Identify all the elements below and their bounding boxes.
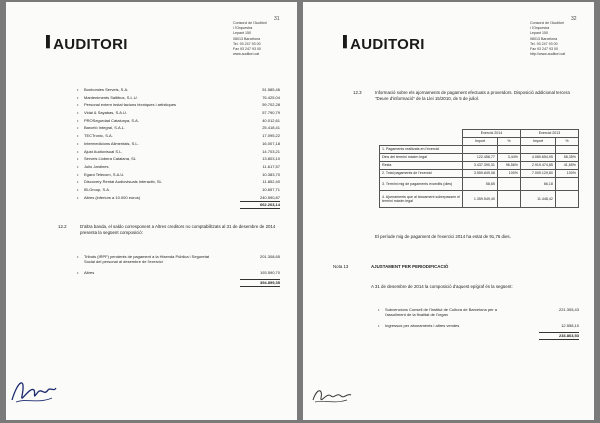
table-row: Resta 3.437.390,31 96,56% 2.919.474,85 41,65% <box>380 162 579 170</box>
accruals-list <box>378 307 579 331</box>
address-block: Consorci de l'Auditori i l'Orquestra Lepant 150 08013 Barcelona Tel. 93 247 93 00 Fax 93 247 93 00 http://www.auditori.cat <box>530 21 566 57</box>
list-item: • IB-Group, S.A. 10.657,71 <box>77 186 280 192</box>
list-item: • Ajust Audiovisual S.L. 14.703,21 <box>77 148 280 154</box>
total-rule <box>240 208 280 209</box>
list-item: • Intermedicions Alimentals, S.L. 16.007,18 <box>77 140 280 146</box>
list-item: • Serveis Llobera Catalana, SL 13.803,10 <box>77 156 280 162</box>
list-item: • Manteniments Saltibus, S.L.U. 76.425,04 <box>77 94 280 100</box>
list-item: • Barceló Integral, S.A.L. 25.418,41 <box>77 125 280 131</box>
table-row: 3. Termini mig de pagaments excedits (dies) 58,65 66,18 <box>380 178 579 191</box>
section-12-2: 12.2 D'altra banda, el saldo corresponent a Altres creditors no comptabilitzats al 31 de desembre de 2014 presenta la següent composició: <box>58 224 276 236</box>
table-header-row: Import % Import % <box>380 138 579 146</box>
list-item: • PROSegurdad Catalunya, S.A. 40.012,61 <box>77 117 280 123</box>
list-item: • TECTronic, S.A. 17.095,22 <box>77 133 280 139</box>
auditori-logo: ▌AUDITORI <box>343 36 425 53</box>
signature-icon <box>309 382 353 408</box>
list-item: • Personal extern instal·lacions tècniques i artístiques 59.702,28 <box>77 102 280 108</box>
address-block: Consorci de l'Auditori i l'Orquestra Lepant 150 08013 Barcelona Tel. 93 247 93 00 Fax 93 247 93 00 www.auditori.cat <box>233 21 267 57</box>
list-item: • Ingressos per abonaments i altres vendes 12.558,10 <box>378 323 579 328</box>
note-13-heading: Nota 13 AJUSTAMENT PER PERIODIFICACIÓ <box>333 264 449 269</box>
signature-icon <box>8 374 58 408</box>
note-13-text: A 31 de desembre de 2014 la composició d'aquest epígraf és la següent: <box>371 284 513 289</box>
table-header-row: Exercici 2014 Exercici 2013 <box>380 130 579 138</box>
list-total: 662.263,14 <box>259 202 280 207</box>
list-item: • Discovery Rental Audiovisuals Interactiv, SL 11.852,40 <box>77 179 280 185</box>
page-number: 31 <box>274 16 280 22</box>
other-creditors-list <box>77 254 280 278</box>
list-total: 394.899,35 <box>259 280 280 285</box>
list-item: • Vidal & Sayabas, S.A.U. 57.790,79 <box>77 110 280 116</box>
table-row: Dins del termini màxim legal 122.458,77 3,44% 4.089.654,95 58,35% <box>380 154 579 162</box>
list-item: • Subvencions Consell de l'Institut de Cultura de Barcelona per a l'assoliment de la finalitat de l'òrgan 221.305,43 <box>378 307 579 318</box>
table-row: 2. Total pagaments de l'exercici 3.559.849,08 100% 7.009.129,80 100% <box>380 170 579 178</box>
total-rule <box>240 286 280 287</box>
table-row: 1. Pagaments realitzats en l'exercici <box>380 146 579 154</box>
list-item: • Julio Jardines 11.617,57 <box>77 163 280 169</box>
table-row: 4. Ajornaments que al tancament sobrepassen el termini màxim legal 1.359.549,40 11.448,42 <box>380 191 579 208</box>
payment-period-text: El període mig de pagament de l'exercici 2014 ha estat de 91,76 dies. <box>375 234 511 239</box>
list-total: 233.863,53 <box>558 333 579 338</box>
list-item: • Bonhomies Serveis, S.A. 51.585,46 <box>77 87 280 92</box>
list-item: • Altres 193.590,70 <box>77 270 280 275</box>
page-number: 32 <box>571 16 577 22</box>
list-item: • Egara Telecom, S.A.U. 10.383,70 <box>77 171 280 177</box>
list-item: • Altres (inferiors a 10.000 euros) 240.590,87 <box>77 194 280 200</box>
document-page-right <box>303 2 594 420</box>
list-item: • Tributs (IRPF) pendents de pagament a la Hisenda Pública i Seguretat Social del personal al desembre de l'exercici 201.308,65 <box>77 254 280 265</box>
auditori-logo: ▌AUDITORI <box>46 36 128 53</box>
document-page-left <box>6 2 297 420</box>
creditors-list <box>77 86 280 201</box>
payments-table <box>379 129 579 208</box>
total-rule <box>539 339 579 340</box>
section-12-3: 12.3 Informació sobre els ajornaments de pagament efectuats a proveïdors. Disposició addicional tercera "Deure d'informació" de la Llei 15/2010, de 5 de juliol. <box>353 90 570 102</box>
